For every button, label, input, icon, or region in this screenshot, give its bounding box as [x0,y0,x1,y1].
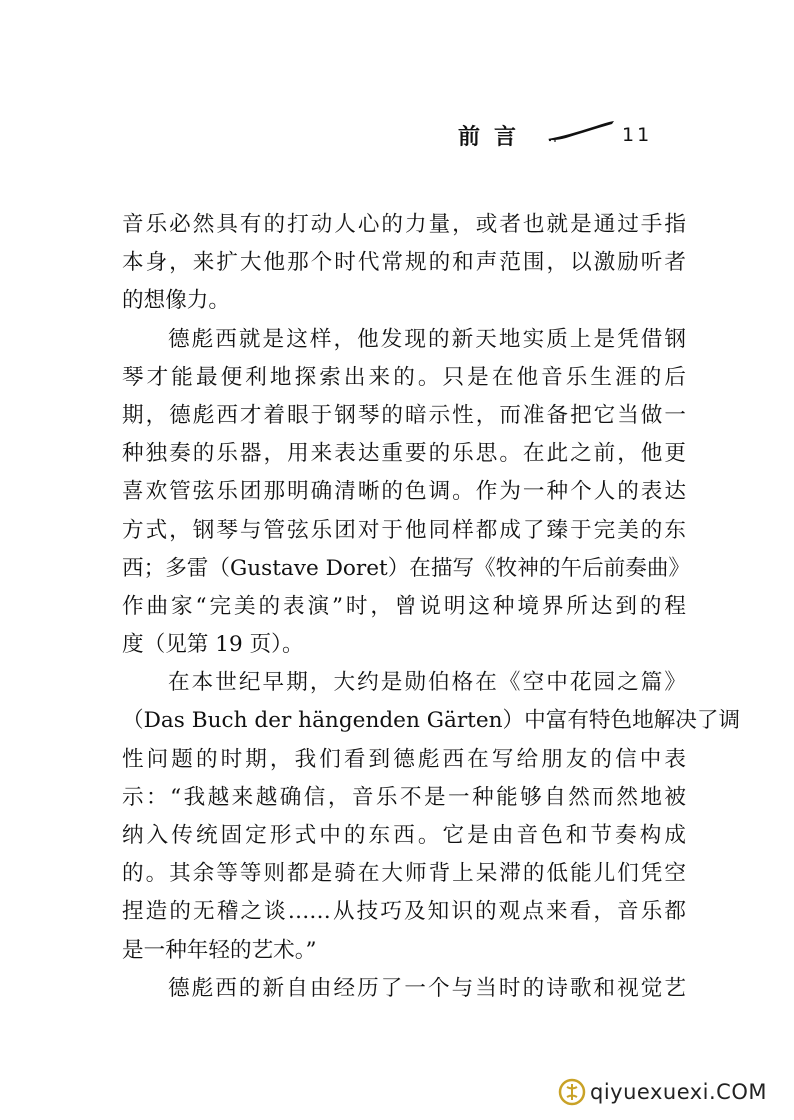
watermark-logo-icon [558,1078,586,1106]
text-line: 的想像力。 [122,288,230,314]
text-line: 的。其余等等则都是骑在大师背上呆滞的低能儿们凭空 [122,861,686,887]
text-line: 本身，来扩大他那个时代常规的和声范围，以激励听者 [122,250,686,276]
paragraph [122,664,741,970]
paragraph [122,970,686,1008]
text-line: 在本世纪早期，大约是勋伯格在《空中花园之篇》 [168,670,686,696]
text-line: 方式，钢琴与管弦乐团对于他同样都成了臻于完美的东 [122,517,686,543]
watermark-text: qiyuexuexi.COM [590,1080,767,1104]
brush-stroke-ornament-icon [546,120,616,142]
text-line: 作曲家“完美的表演”时，曾说明这种境界所达到的程 [122,593,686,619]
text-line: 喜欢管弦乐团那明确清晰的色调。作为一种个人的表达 [122,479,686,505]
running-header [440,118,670,152]
paragraph [122,321,691,665]
text-line: 纳入传统固定形式中的东西。它是由音色和节奏构成 [122,823,686,848]
text-line: 捏造的无稽之谈……从技巧及知识的观点来看，音乐都 [122,899,686,925]
text-line: 西；多雷（Gustave Doret）在描写《牧神的午后前奏曲》 [122,555,691,581]
text-line: 琴才能最便利地探索出来的。只是在他音乐生涯的后 [122,364,686,390]
paragraph [122,206,686,321]
text-line: （Das Buch der hängenden Gärten）中富有特色地解决了调 [122,708,741,734]
text-line: 德彪西的新自由经历了一个与当时的诗歌和视觉艺 [168,975,686,1001]
body-text [122,206,741,1008]
page-number: 11 [622,124,653,146]
text-line: 德彪西就是这样，他发现的新天地实质上是凭借钢 [168,326,686,352]
text-line: 示：“我越来越确信，音乐不是一种能够自然而然地被 [122,784,686,810]
text-line: 期，德彪西才着眼于钢琴的暗示性，而准备把它当做一 [122,402,686,428]
chapter-title: 前言 [458,124,531,150]
text-line: 是一种年轻的艺术。” [122,937,317,963]
site-watermark [558,1078,768,1108]
text-line: 种独奏的乐器，用来表达重要的乐思。在此之前，他更 [122,441,686,467]
text-line: 度（见第 19 页）。 [122,632,304,658]
text-line: 性问题的时期，我们看到德彪西在写给朋友的信中表 [122,746,686,772]
text-line: 音乐必然具有的打动人心的力量，或者也就是通过手指 [122,212,686,237]
